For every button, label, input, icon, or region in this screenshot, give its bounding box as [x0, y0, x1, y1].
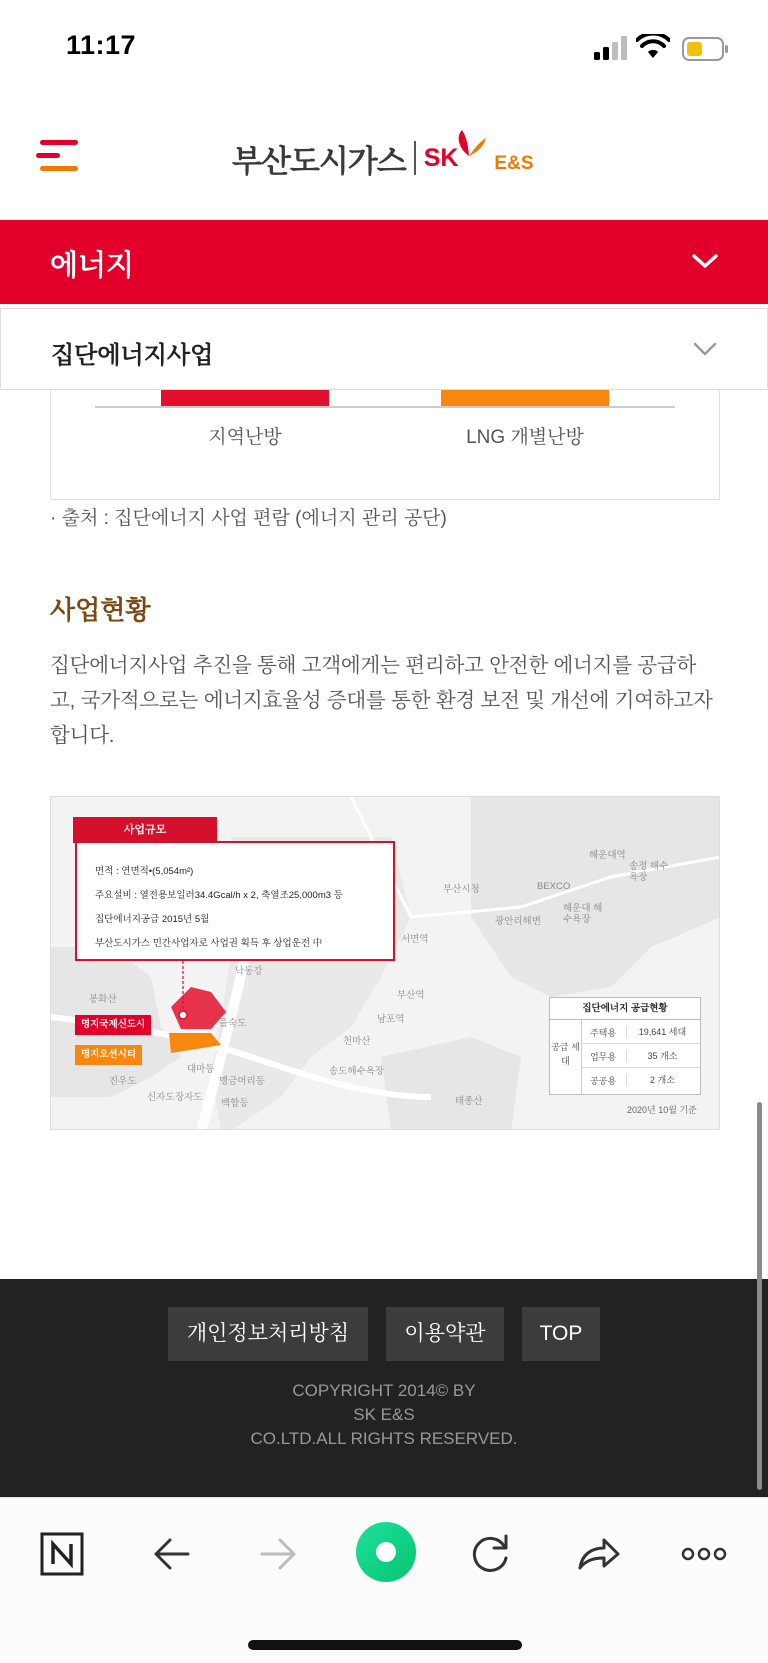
source-note: · 출처 : 집단에너지 사업 편람 (에너지 관리 공단): [50, 508, 447, 529]
map-place-label: 신자도: [147, 1092, 175, 1103]
chart-bar-lng-heating: [441, 390, 609, 407]
logo-brand: SK: [423, 143, 459, 172]
supply-row-value: 2 개소: [626, 1074, 698, 1086]
cellular-signal-icon: [594, 36, 628, 60]
copyright-line: CO.LTD.ALL RIGHTS RESERVED.: [250, 1429, 518, 1448]
wifi-icon: [636, 34, 670, 60]
submenu-title: 집단에너지사업: [51, 342, 214, 369]
supply-group-label: 공급 세대: [550, 1020, 582, 1094]
supply-row: [582, 1020, 700, 1044]
myeongji-oceancity-tag: 명지오션시티: [75, 1045, 142, 1065]
supply-row-key: 공공용: [589, 1076, 617, 1086]
browser-toolbar: [0, 1497, 768, 1663]
map-place-label: 맹금머리등: [219, 1076, 265, 1087]
green-home-icon[interactable]: [350, 1516, 422, 1588]
hamburger-menu-icon[interactable]: [34, 134, 82, 178]
section-body: 집단에너지사업 추진을 통해 고객에게는 편리하고 안전한 에너지를 공급하고, 국가적으로는 에너지효율성 증대를 통한 환경 보전 및 개선에 기여하고자 합니다.: [50, 654, 713, 747]
reload-icon[interactable]: [460, 1524, 520, 1584]
status-time: 11:17: [66, 30, 137, 60]
map-place-label: BEXCO: [537, 881, 571, 892]
scale-line: 부산도시가스 민간사업자로 사업권 획득 후 상업운전 中: [95, 938, 323, 949]
chart-bar-district-heating: [161, 390, 329, 407]
chart-label: LNG 개별난방: [466, 427, 584, 448]
site-header: [0, 96, 768, 220]
copyright-line: SK E&S: [353, 1405, 415, 1424]
map-place-label: 부산시청: [443, 884, 480, 895]
map-place-label: 진우도: [109, 1076, 137, 1087]
heating-comparison-chart: [50, 390, 720, 500]
chart-label: 지역난방: [208, 427, 282, 448]
supply-row-key: 주택용: [589, 1028, 617, 1038]
map-place-label: 천마산: [343, 1036, 371, 1047]
map-place-label: 장자도: [175, 1092, 203, 1103]
map-place-label: 서면역: [401, 934, 429, 945]
map-place-label: 봉화산: [89, 994, 117, 1005]
supply-table-title: 집단에너지 공급현황: [550, 998, 700, 1020]
chart-axis: [95, 406, 675, 408]
supply-row-value: 35 개소: [626, 1050, 698, 1062]
privacy-policy-button[interactable]: 개인정보처리방침: [168, 1307, 368, 1361]
map-place-label: 광안리해변: [495, 916, 541, 927]
business-status-map: [50, 796, 720, 1130]
logo-text: 부산도시가스: [232, 143, 406, 179]
chevron-down-icon: [690, 246, 720, 276]
supply-status-table: [549, 997, 701, 1095]
map-place-label: 을숙도: [219, 1018, 247, 1029]
supply-row-value: 19,641 세대: [626, 1026, 698, 1038]
battery-icon: [682, 37, 730, 61]
myeongji-international-tag: 명지국제신도시: [75, 1015, 151, 1035]
copyright: [0, 1379, 768, 1451]
category-dropdown[interactable]: [0, 220, 768, 304]
map-place-label: 송정 해수욕장: [629, 861, 669, 883]
page-scrollbar[interactable]: [757, 1102, 762, 1490]
map-place-label: 해운대 해수욕장: [563, 903, 603, 925]
share-icon[interactable]: [568, 1524, 628, 1584]
logo-divider: [414, 141, 416, 175]
status-bar: [0, 0, 768, 96]
home-indicator: [248, 1640, 522, 1650]
scale-line: 주요설비 : 열전용보일러34.4Gcal/h x 2, 축열조25,000m3 등: [95, 890, 343, 901]
naver-n-icon[interactable]: [32, 1524, 92, 1584]
scale-line: 면적 : 연면적•(5,054m²): [95, 866, 194, 877]
supply-row: [582, 1068, 700, 1092]
site-logo[interactable]: [232, 128, 534, 188]
map-place-label: 대마등: [187, 1064, 215, 1075]
forward-arrow-icon[interactable]: [248, 1524, 308, 1584]
back-arrow-icon[interactable]: [142, 1524, 202, 1584]
map-place-label: 태종산: [455, 1096, 483, 1107]
section-title: 사업현황: [50, 595, 151, 625]
chevron-down-icon: [691, 335, 719, 363]
logo-sub: E&S: [494, 153, 534, 174]
sk-butterfly-icon: [450, 126, 488, 162]
map-place-label: 낙동강: [235, 966, 263, 977]
business-scale-header: 사업규모: [73, 817, 217, 843]
supply-row: [582, 1044, 700, 1068]
scale-line: 집단에너지공급 2015년 5월: [95, 914, 210, 925]
top-button[interactable]: TOP: [522, 1307, 600, 1361]
site-footer: [0, 1279, 768, 1497]
business-scale-box: [75, 841, 395, 961]
terms-button[interactable]: 이용약관: [386, 1307, 504, 1361]
supply-date: 2020년 10월 기준: [627, 1105, 697, 1115]
map-place-label: 백합등: [221, 1098, 249, 1109]
category-title: 에너지: [50, 250, 135, 282]
supply-row-key: 업무용: [589, 1052, 617, 1062]
copyright-line: COPYRIGHT 2014© BY: [292, 1381, 476, 1400]
map-place-label: 송도해수욕장: [329, 1066, 385, 1077]
more-icon[interactable]: [674, 1524, 734, 1584]
map-place-label: 남포역: [377, 1014, 405, 1025]
map-place-label: 해운대역: [589, 850, 626, 861]
submenu-dropdown[interactable]: [0, 308, 768, 390]
map-place-label: 부산역: [397, 990, 425, 1001]
